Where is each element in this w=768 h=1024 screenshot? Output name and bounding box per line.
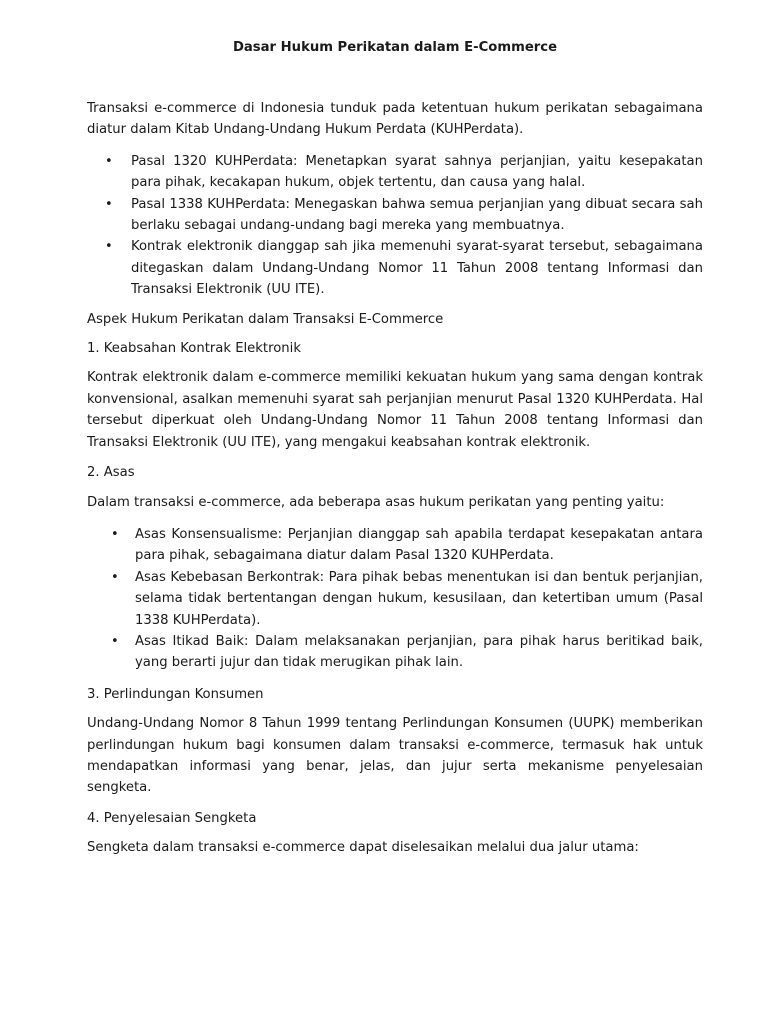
section-2-body: Dalam transaksi e-commerce, ada beberapa asas hukum perikatan yang penting yaitu: — [87, 494, 665, 510]
intro-paragraph: Transaksi e-commerce di Indonesia tunduk pada ketentuan hukum perikatan sebagaimana diatur dalam Kitab Undang-Undang Hukum Perdata (KUHPerdata). — [87, 101, 703, 138]
bullet-icon: • — [111, 526, 119, 542]
section-3-body: Undang-Undang Nomor 8 Tahun 1999 tentang Perlindungan Konsumen (UUPK) memberikan perlindungan hukum bagi konsumen dalam transaksi e-commerce, termasuk hak untuk mendapatkan informasi yang benar, jelas, dan jujur serta mekanisme penyelesaian sengketa. — [87, 716, 703, 796]
list-item — [87, 194, 703, 237]
page-title: Dasar Hukum Perikatan dalam E-Commerce — [232, 40, 558, 55]
list-item — [87, 524, 703, 567]
bullet-icon: • — [105, 196, 113, 212]
document-page — [87, 37, 703, 868]
list-item-text: Kontrak elektronik dianggap sah jika memenuhi syarat-syarat tersebut, sebagaimana ditegaskan dalam Undang-Undang Nomor 11 Tahun 2008 tentang Informasi dan Transaksi Elektronik (UU ITE). — [131, 239, 703, 298]
list-item — [87, 151, 703, 194]
section-1-body: Kontrak elektronik dalam e-commerce memiliki kekuatan hukum yang sama dengan kontrak konvensional, asalkan memenuhi syarat sah perjanjian menurut Pasal 1320 KUHPerdata. Hal tersebut diperkuat oleh Undang-Undang Nomor 11 Tahun 2008 tentang Informasi dan Transaksi Elektronik (UU ITE), yang mengakui keabsahan kontrak elektronik. — [87, 370, 703, 450]
list-item-text: Asas Konsensualisme: Perjanjian dianggap sah apabila terdapat kesepakatan antara para pihak, sebagaimana diatur dalam Pasal 1320 KUHPerdata. — [135, 526, 703, 564]
list-item — [87, 236, 703, 300]
principles-list — [87, 524, 703, 674]
section-4-body: Sengketa dalam transaksi e-commerce dapat diselesaikan melalui dua jalur utama: — [87, 840, 639, 856]
section-2-heading: 2. Asas — [87, 465, 135, 481]
list-item — [87, 567, 703, 631]
section-4-heading: 4. Penyelesaian Sengketa — [87, 810, 257, 826]
list-item-text: Asas Kebebasan Berkontrak: Para pihak bebas menentukan isi dan bentuk perjanjian, selama tidak bertentangan dengan hukum, kesusilaan, dan ketertiban umum (Pasal 1338 KUHPerdata). — [135, 569, 703, 628]
bullet-icon: • — [111, 633, 119, 649]
list-item-text: Pasal 1320 KUHPerdata: Menetapkan syarat sahnya perjanjian, yaitu kesepakatan para pihak, kecakapan hukum, objek tertentu, dan causa yang halal. — [131, 153, 703, 191]
list-item-text: Asas Itikad Baik: Dalam melaksanakan perjanjian, para pihak harus beritikad baik, yang berarti jujur dan tidak merugikan pihak lain. — [135, 633, 703, 671]
aspects-heading: Aspek Hukum Perikatan dalam Transaksi E-Commerce — [87, 311, 444, 327]
section-3-heading: 3. Perlindungan Konsumen — [87, 686, 264, 702]
bullet-icon: • — [111, 569, 119, 585]
bullet-icon: • — [105, 153, 113, 169]
section-1-heading: 1. Keabsahan Kontrak Elektronik — [87, 341, 301, 357]
list-item-text: Pasal 1338 KUHPerdata: Menegaskan bahwa semua perjanjian yang dibuat secara sah berlaku sebagai undang-undang bagi mereka yang membuatnya. — [131, 196, 703, 234]
list-item — [87, 631, 703, 674]
legal-basis-list — [87, 151, 703, 301]
bullet-icon: • — [105, 239, 113, 255]
